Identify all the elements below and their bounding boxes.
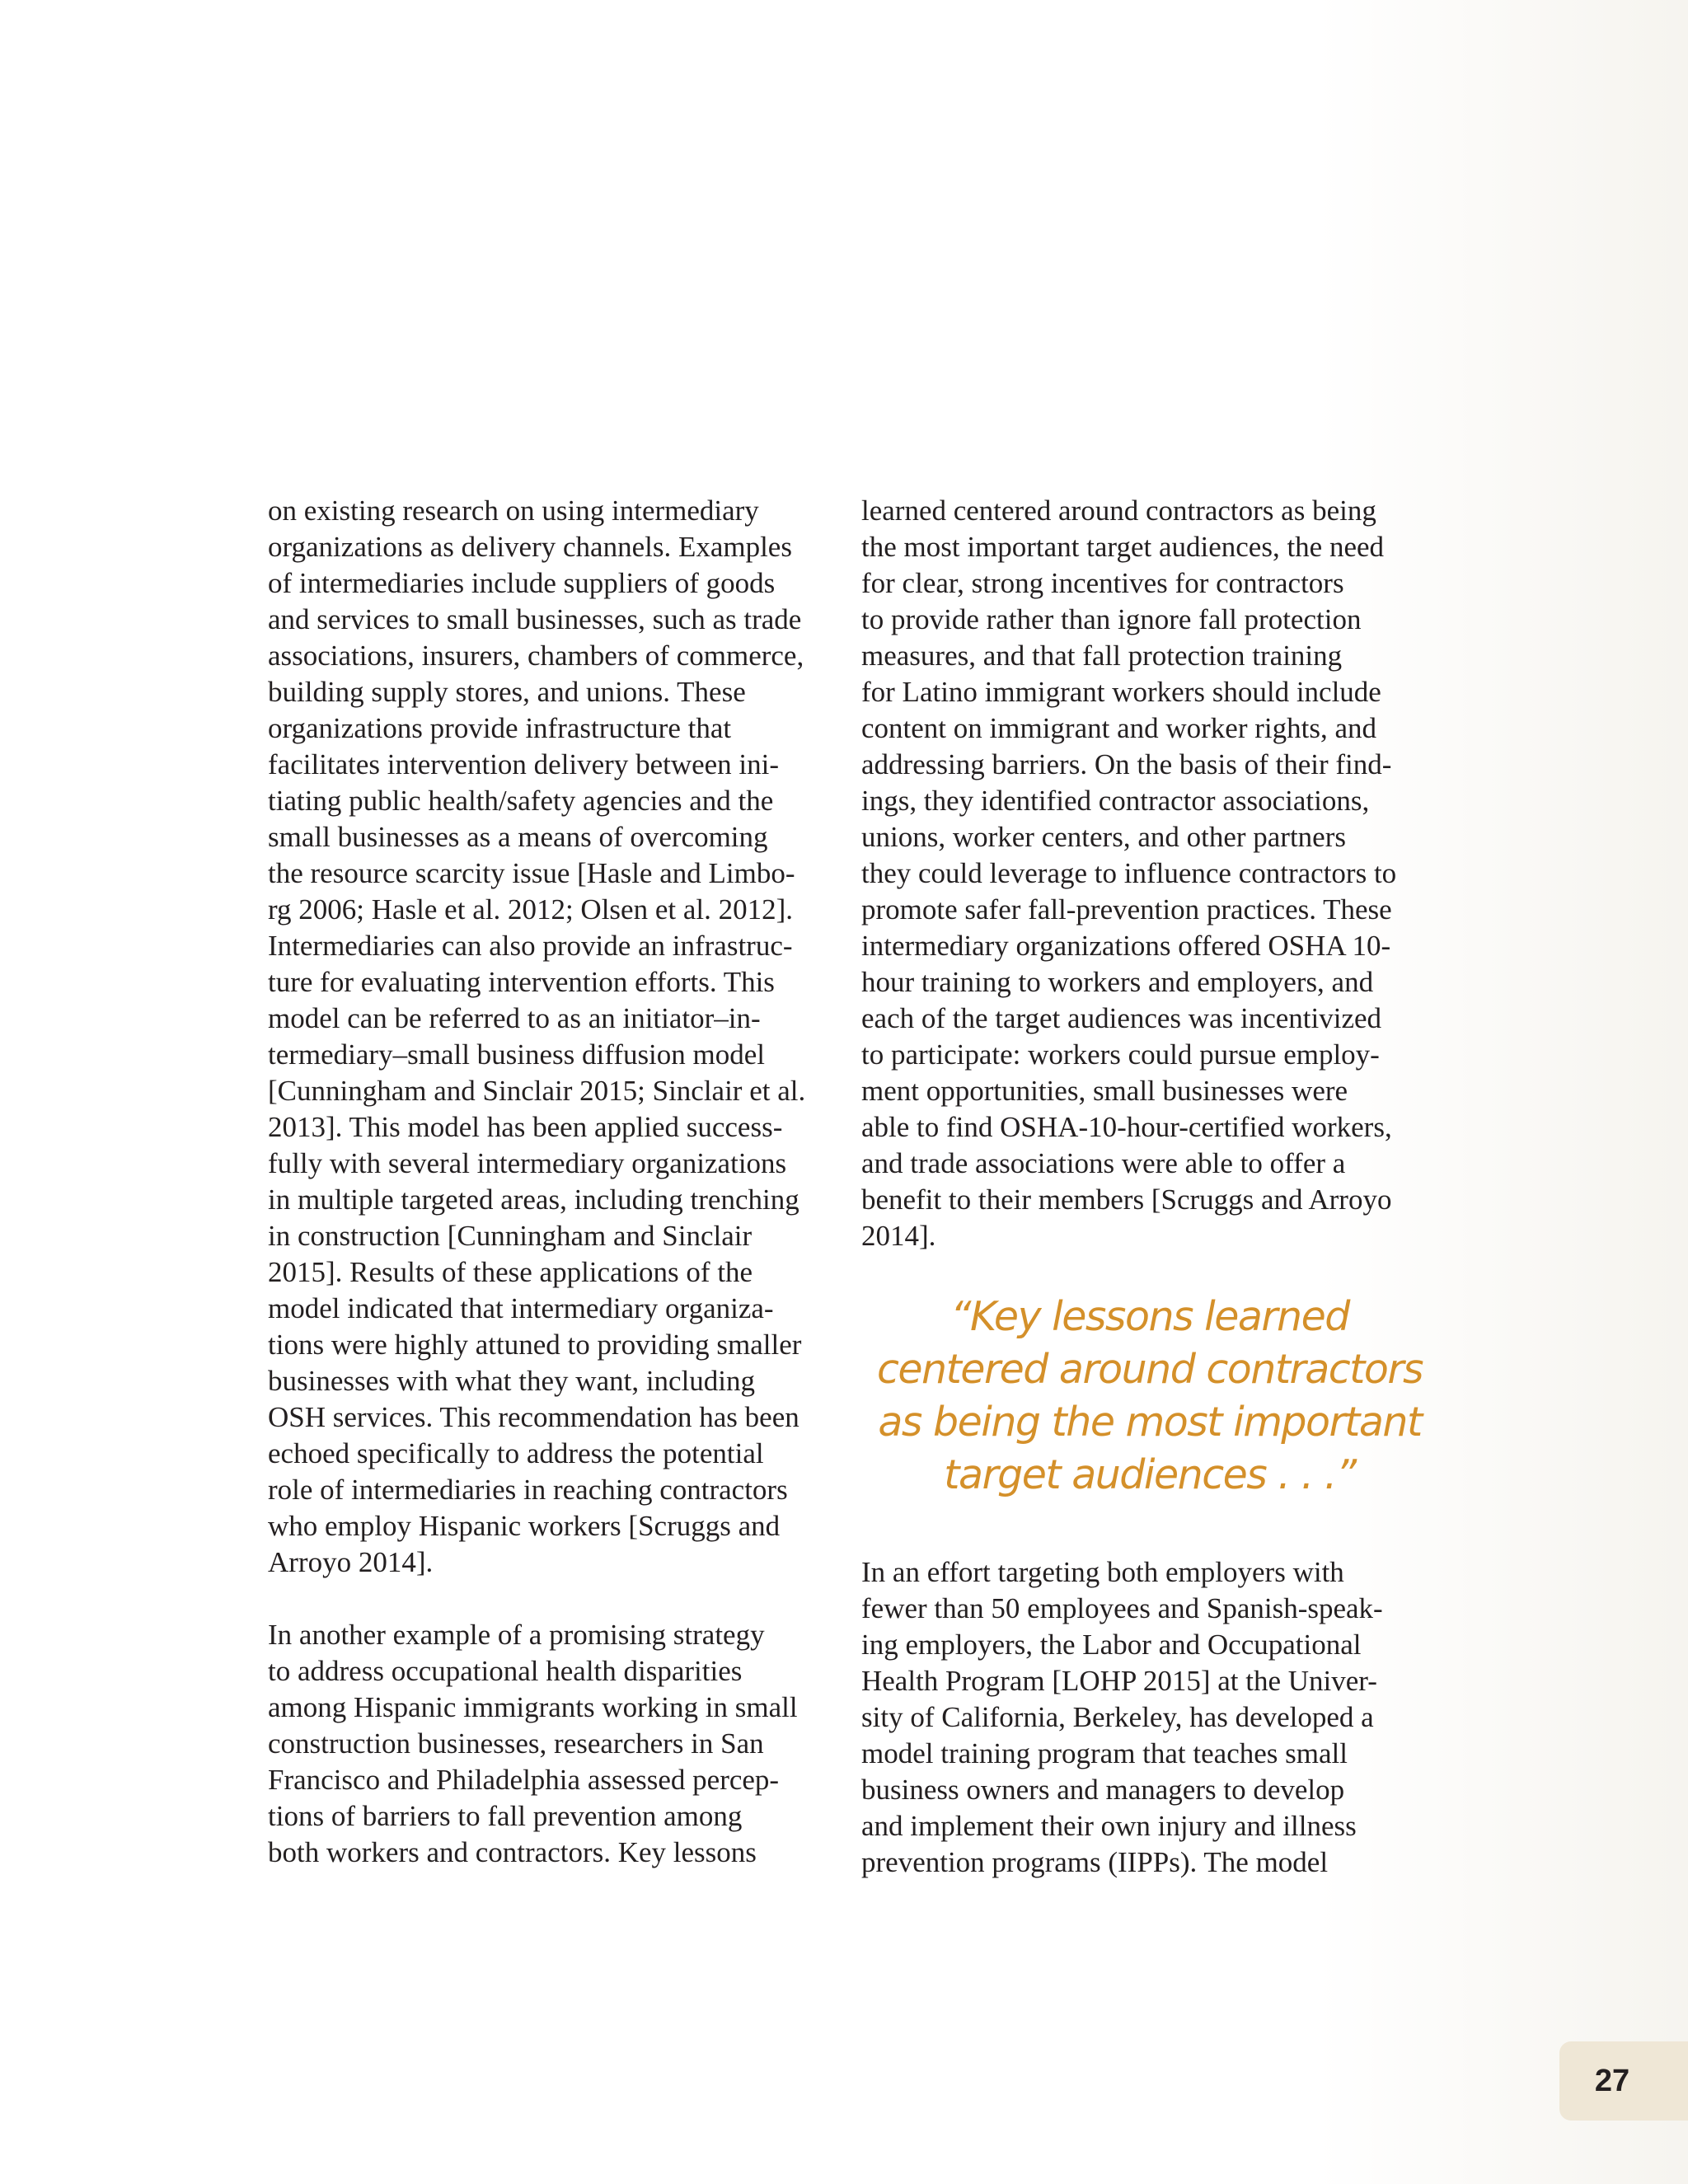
text-line: fully with several intermediary organizations xyxy=(268,1147,787,1179)
text-line: In an effort targeting both employers with xyxy=(861,1556,1344,1588)
left-column xyxy=(268,493,845,1871)
text-line: each of the target audiences was incentivized xyxy=(861,1002,1382,1034)
text-line: organizations as delivery channels. Examples xyxy=(268,531,792,563)
text-line: the most important target audiences, the need xyxy=(861,531,1385,563)
text-line: promote safer fall-prevention practices. These xyxy=(861,893,1392,926)
text-line: small businesses as a means of overcoming xyxy=(268,821,768,853)
text-line: businesses with what they want, including xyxy=(268,1365,756,1397)
text-line: both workers and contractors. Key lessons xyxy=(268,1836,757,1868)
page-number: 27 xyxy=(1594,2063,1630,2098)
text-line: learned centered around contractors as being xyxy=(861,494,1376,527)
text-line: sity of California, Berkeley, has developed a xyxy=(861,1701,1374,1733)
text-line: for clear, strong incentives for contractors xyxy=(861,567,1344,599)
text-line: and trade associations were able to offer a xyxy=(861,1147,1346,1179)
text-line: termediary–small business diffusion model xyxy=(268,1038,766,1071)
text-line: 2015]. Results of these applications of the xyxy=(268,1256,753,1288)
text-line: building supply stores, and unions. These xyxy=(268,676,746,708)
right-column xyxy=(861,493,1438,1881)
text-line: In another example of a promising strategy xyxy=(268,1619,765,1651)
text-line: Francisco and Philadelphia assessed percep- xyxy=(268,1764,780,1796)
text-line: facilitates intervention delivery between ini- xyxy=(268,748,780,780)
text-line: prevention programs (IIPPs). The model xyxy=(861,1846,1329,1878)
text-line: Health Program [LOHP 2015] at the Univer- xyxy=(861,1665,1377,1697)
text-line: Arroyo 2014]. xyxy=(268,1546,434,1578)
text-line: of intermediaries include suppliers of goods xyxy=(268,567,776,599)
text-line: they could leverage to influence contractors to xyxy=(861,857,1397,889)
text-line: among Hispanic immigrants working in small xyxy=(268,1691,798,1723)
text-line: content on immigrant and worker rights, and xyxy=(861,712,1376,744)
text-line: Intermediaries can also provide an infrastruc- xyxy=(268,930,793,962)
text-line: tions were highly attuned to providing smaller xyxy=(268,1329,802,1361)
text-line: echoed specifically to address the potential xyxy=(268,1437,764,1469)
pull-quote-line: as being the most important xyxy=(878,1399,1422,1446)
text-line: the resource scarcity issue [Hasle and Limbo- xyxy=(268,857,795,889)
text-line: addressing barriers. On the basis of their find- xyxy=(861,748,1392,780)
pull-quote-line: target audiences . . .” xyxy=(944,1451,1356,1498)
text-line: on existing research on using intermediary xyxy=(268,494,759,527)
text-line: to provide rather than ignore fall protection xyxy=(861,603,1362,635)
text-line: model indicated that intermediary organiza- xyxy=(268,1292,774,1324)
text-line: who employ Hispanic workers [Scruggs and xyxy=(268,1510,781,1542)
text-line: hour training to workers and employers, and xyxy=(861,966,1374,998)
left-paragraph-2 xyxy=(268,1617,845,1871)
text-line: 2014]. xyxy=(861,1220,936,1252)
text-line: tions of barriers to fall prevention among xyxy=(268,1800,743,1832)
text-line: to address occupational health disparities xyxy=(268,1655,743,1687)
text-line: business owners and managers to develop xyxy=(861,1774,1345,1806)
left-paragraph-1 xyxy=(268,493,845,1581)
text-line: model can be referred to as an initiator–in- xyxy=(268,1002,761,1034)
text-line: in multiple targeted areas, including trenching xyxy=(268,1183,799,1216)
text-line: [Cunningham and Sinclair 2015; Sinclair et al. xyxy=(268,1075,806,1107)
page-number-tab xyxy=(1559,2041,1688,2121)
right-paragraph-2 xyxy=(861,1554,1438,1881)
text-line: ing employers, the Labor and Occupational xyxy=(861,1629,1362,1661)
pull-quote-line: centered around contractors xyxy=(876,1346,1423,1393)
text-line: measures, and that fall protection training xyxy=(861,640,1343,672)
text-line: tiating public health/safety agencies and the xyxy=(268,785,774,817)
text-line: ture for evaluating intervention efforts. This xyxy=(268,966,775,998)
right-paragraph-1 xyxy=(861,493,1438,1254)
text-line: ment opportunities, small businesses were xyxy=(861,1075,1348,1107)
text-line: unions, worker centers, and other partners xyxy=(861,821,1346,853)
text-line: associations, insurers, chambers of commerce, xyxy=(268,640,804,672)
text-line: OSH services. This recommendation has been xyxy=(268,1401,799,1433)
text-line: to participate: workers could pursue employ- xyxy=(861,1038,1380,1071)
text-line: able to find OSHA-10-hour-certified workers, xyxy=(861,1111,1392,1143)
text-line: organizations provide infrastructure that xyxy=(268,712,732,744)
text-line: benefit to their members [Scruggs and Arroyo xyxy=(861,1183,1392,1216)
text-line: rg 2006; Hasle et al. 2012; Olsen et al. 2012]. xyxy=(268,893,794,926)
text-line: role of intermediaries in reaching contractors xyxy=(268,1474,788,1506)
text-line: in construction [Cunningham and Sinclair xyxy=(268,1220,753,1252)
text-line: construction businesses, researchers in San xyxy=(268,1727,764,1760)
pull-quote-line: “Key lessons learned xyxy=(950,1293,1349,1340)
text-line: 2013]. This model has been applied success- xyxy=(268,1111,783,1143)
text-line: and services to small businesses, such as trade xyxy=(268,603,802,635)
text-line: and implement their own injury and illness xyxy=(861,1810,1357,1842)
text-line: ings, they identified contractor associations, xyxy=(861,785,1370,817)
pull-quote xyxy=(861,1291,1438,1502)
text-line: intermediary organizations offered OSHA 10- xyxy=(861,930,1391,962)
text-line: fewer than 50 employees and Spanish-speak- xyxy=(861,1592,1383,1624)
text-line: for Latino immigrant workers should include xyxy=(861,676,1381,708)
text-line: model training program that teaches small xyxy=(861,1737,1348,1769)
